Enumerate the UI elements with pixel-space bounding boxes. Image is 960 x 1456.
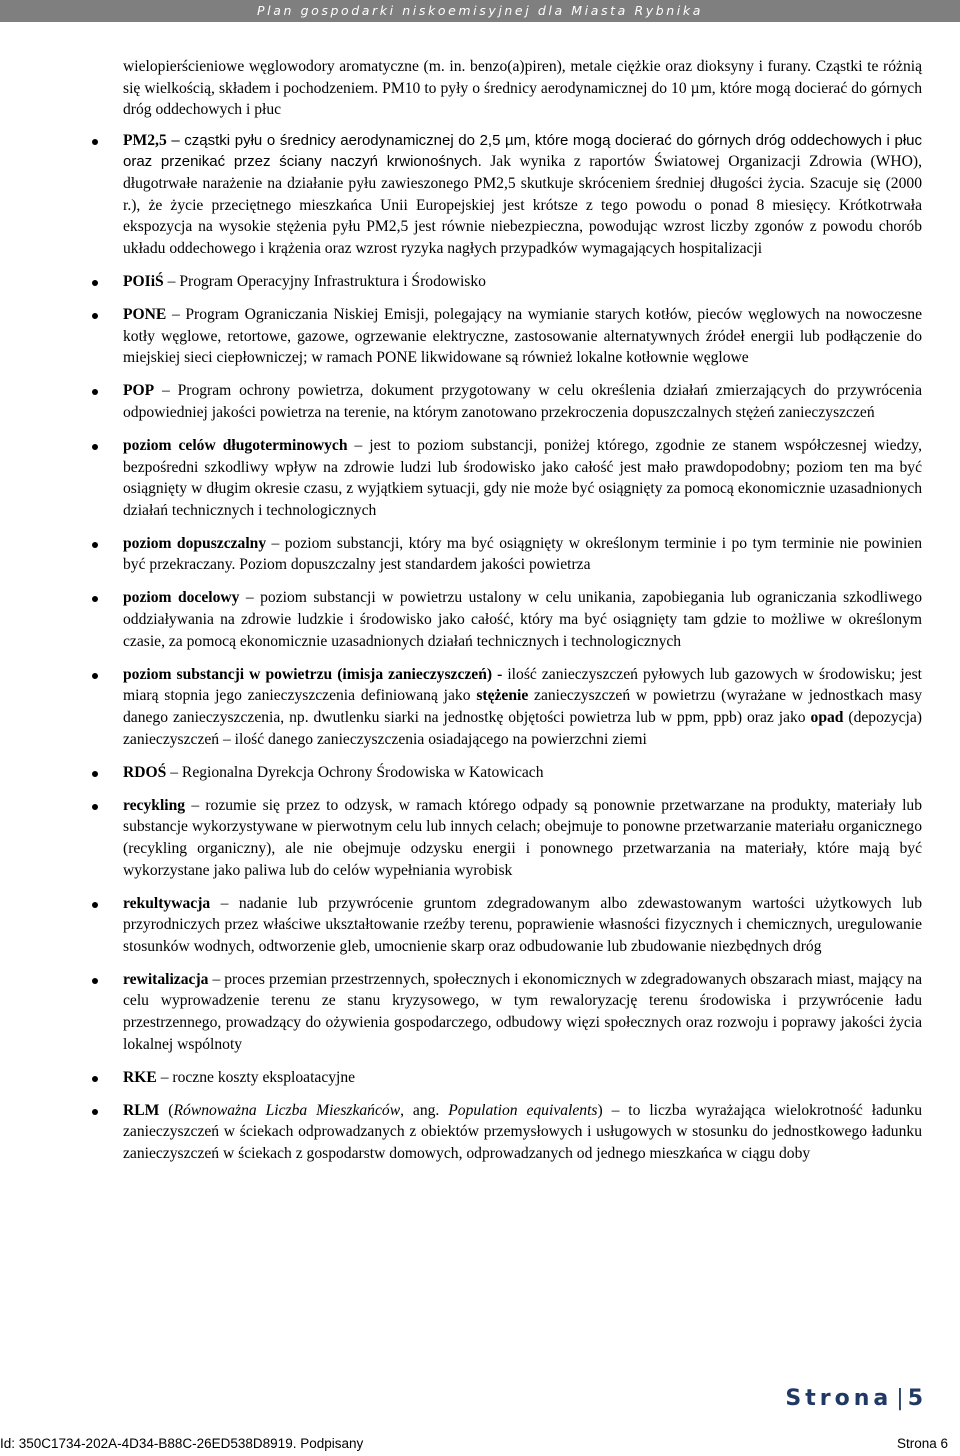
glossary-definition: zanieczyszczeń w powietrzu (wyrażane w jednostkach masy danego zanieczyszczenia, np. dwutlenku siarki na jednostkę objętości powietrza lub w ppm, ppb) oraz jako xyxy=(123,687,922,726)
glossary-entry xyxy=(123,1067,922,1089)
glossary-entry xyxy=(123,380,922,423)
glossary-text xyxy=(123,762,922,784)
glossary-definition: – Program Ograniczania Niskiej Emisji, polegający na wymianie starych kotłów, pieców węglowych na nowoczesne kotły węglowe, retortowe, gazowe, ogrzewanie elektryczne, zastosowanie alternatywnych źródeł energii lub podłączenie do miejskiej sieci ciepłowniczej; w ramach PONE likwidowane są również lokalne kotłownie węglowe xyxy=(123,305,922,367)
glossary-definition: – Program Operacyjny Infrastruktura i Środowisko xyxy=(163,272,486,290)
glossary-entry xyxy=(123,1100,922,1165)
glossary-entry xyxy=(123,795,922,881)
glossary-term: PM2,5 xyxy=(123,131,167,149)
glossary-definition: (depozycja) zanieczyszczeń – ilość danego zanieczyszczenia osiadającego na powierzchni ziemi xyxy=(123,708,922,748)
bullet-icon xyxy=(92,978,98,984)
glossary-definition: – nadanie lub przywrócenie gruntom zdegradowanym albo zdewastowanym wartości użytkowych lub przyrodniczych przez właściwe ukształtowanie rzeźby terenu, poprawienie własności fizycznych i chemicznych, uregulowanie stosunków wodnych, odtworzenie gleb, umocnienie skarp oraz odbudowanie lub zbudowanie niezbędnych dróg xyxy=(123,894,922,955)
glossary-term: poziom dopuszczalny xyxy=(123,534,267,552)
glossary-entry xyxy=(123,664,922,750)
bullet-icon xyxy=(92,139,98,145)
glossary-definition: Równoważna Liczba Mieszkańców xyxy=(173,1101,401,1119)
glossary-text xyxy=(123,271,922,293)
glossary-definition: Jak wynika z raportów Światowej Organizacji Zdrowia (WHO), długotrwałe narażenie na działanie pyłu zawieszonego PM2,5 skutkuje skróceniem średniej długości życia. Szacuje się (2000 r.), że życie przeciętnego mieszkańca Unii Europejskiej jest krótsze z tego powodu o ponad 8 miesięcy. Krótkotrwała ekspozycja na wysokie stężenia pyłu PM2,5 jest równie niebezpieczna, powodując wzrost liczby zgonów z powodu chorób układu oddechowego i krążenia oraz wzrost ryzyka nagłych przypadków wymagających hospitalizacji xyxy=(123,153,922,257)
bullet-icon xyxy=(92,804,98,810)
glossary-term: POP xyxy=(123,382,155,400)
glossary-entry xyxy=(123,587,922,652)
glossary-definition: ) – to liczba wyrażająca wielokrotność ładunku zanieczyszczeń w ściekach odprowadzanych z obiektów przemysłowych i usługowych w stosunku do jednostkowego ładunku zanieczyszczeń w ściekach z gospodarstw domowych, odprowadzanych od jednego mieszkańca w ciągu doby xyxy=(123,1101,922,1163)
glossary-entry xyxy=(123,969,922,1055)
intro-paragraph: wielopierścieniowe węglowodory aromatyczne (m. in. benzo(a)piren), metale ciężkie oraz dioksyny i furany. Cząstki te różnią się wielkością, składem i pochodzeniem. PM10 to pyły o średnicy aerodynamicznej do 10 µm, które mogą docierać do górnych dróg oddechowych i płuc xyxy=(123,58,922,119)
document-body xyxy=(123,56,922,1176)
glossary-term: poziom substancji w powietrzu (imisja zanieczyszczeń) - xyxy=(123,665,503,683)
glossary-definition: ilość zanieczyszczeń pyłowych lub gazowych w środowisku; jest miarą stopnia jego zanieczyszczenia definiowaną jako xyxy=(123,665,922,705)
glossary-entry xyxy=(123,533,922,576)
glossary-term: RDOŚ xyxy=(123,763,167,781)
glossary-definition: stężenie xyxy=(476,687,529,705)
glossary-term: poziom docelowy xyxy=(123,589,240,607)
glossary-definition: – rozumie się przez to odzysk, w ramach którego odpady są ponownie przetwarzane na produkty, materiały lub substancje wykorzystywane w pierwotnym celu lub innych celach; obejmuje to ponowne przetwarzanie materiału organicznego (recykling organiczny), ale nie obejmuje odzysku energii i ponownego przetwarzania na materiały, które mają być wykorzystane jako paliwa lub do celów wypełniania wyrobisk xyxy=(123,796,922,879)
glossary-definition: – poziom substancji w powietrzu ustalony w celu unikania, zapobiegania lub ograniczania szkodliwego oddziaływania na zdrowie ludzkie i środowisko jako całość, który ma być osiągnięty tam gdzie to możliwe w określonym czasie, za pomocą ekonomicznie uzasadnionych działań technicznych i technologicznych xyxy=(123,589,922,650)
glossary-term: POIiŚ xyxy=(123,272,164,290)
glossary-definition: – Regionalna Dyrekcja Ochrony Środowiska w Katowicach xyxy=(166,763,544,781)
glossary-list xyxy=(123,130,922,1165)
glossary-term: recykling xyxy=(123,796,186,814)
glossary-definition: ( xyxy=(159,1101,174,1119)
page-label-word: Strona xyxy=(785,1386,893,1411)
glossary-text xyxy=(123,130,922,260)
glossary-definition: , ang. xyxy=(400,1101,449,1119)
glossary-text xyxy=(123,1100,922,1165)
glossary-definition: – jest to poziom substancji, poniżej którego, zgodnie ze stanem współczesnej wiedzy, bezpośredni szkodliwy wpływ na zdrowie ludzi lub środowisko jako całość jest mało prawdopodobny; poziom ten ma być osiągnięty w długim okresie czasu, z wyjątkiem sytuacji, gdy nie może być osiągnięty za pomocą ekonomicznie uzasadnionych działań technicznych i technologicznych xyxy=(123,436,922,519)
glossary-entry xyxy=(123,762,922,784)
bullet-icon xyxy=(92,444,98,450)
bullet-icon xyxy=(92,542,98,548)
glossary-entry xyxy=(123,130,922,260)
bullet-icon xyxy=(92,771,98,777)
glossary-term: rewitalizacja xyxy=(123,970,209,988)
glossary-text xyxy=(123,893,922,958)
glossary-text xyxy=(123,304,922,369)
glossary-entry xyxy=(123,304,922,369)
glossary-text xyxy=(123,1067,922,1089)
glossary-definition: Population equivalents xyxy=(448,1101,598,1119)
bullet-icon xyxy=(92,1109,98,1115)
glossary-entry xyxy=(123,893,922,958)
glossary-text xyxy=(123,795,922,881)
bullet-icon xyxy=(92,1076,98,1082)
footer-page-number: Strona 6 xyxy=(896,1436,948,1451)
glossary-definition: – poziom substancji, który ma być osiągnięty w określonym terminie i po tym terminie nie powinien być przekraczany. Poziom dopuszczalny jest standardem jakości powietrza xyxy=(123,534,922,574)
glossary-text xyxy=(123,380,922,423)
bullet-icon xyxy=(92,596,98,602)
glossary-text xyxy=(123,435,922,521)
glossary-definition: – proces przemian przestrzennych, społecznych i ekonomicznych w zdegradowanych obszarach miast, mający na celu wyprowadzenie terenu ze stanu kryzysowego, w tym rewaloryzację terenu środowiska i przywrócenie ładu przestrzennego, prowadzący do ożywienia gospodarczego, odbudowy więzi społecznych oraz rozwoju i poprawy jakości życia lokalnej wspólnoty xyxy=(123,970,922,1053)
glossary-text xyxy=(123,587,922,652)
glossary-term: RLM xyxy=(123,1101,160,1119)
glossary-term: PONE xyxy=(123,305,167,323)
page-label-separator: | xyxy=(896,1386,904,1411)
glossary-term: rekultywacja xyxy=(123,894,211,912)
page-number-label xyxy=(785,1386,923,1411)
glossary-term: RKE xyxy=(123,1068,157,1086)
glossary-term: poziom celów długoterminowych xyxy=(123,436,348,454)
glossary-entry xyxy=(123,271,922,293)
bullet-icon xyxy=(92,902,98,908)
glossary-definition: – cząstki pyłu o średnicy aerodynamicznej do 2,5 µm, które mogą docierać do górnych dróg oddechowych i płuc oraz przenikać przez ściany naczyń krwionośnych. xyxy=(123,131,922,171)
glossary-entry xyxy=(123,435,922,521)
glossary-text xyxy=(123,533,922,576)
glossary-definition: – roczne koszty eksploatacyjne xyxy=(156,1068,356,1086)
bullet-icon xyxy=(92,313,98,319)
glossary-definition: – Program ochrony powietrza, dokument przygotowany w celu określenia działań zmierzających do przywrócenia odpowiedniej jakości powietrza na terenie, na którym zanotowano przekroczenia dopuszczalnych stężeń zanieczyszczeń xyxy=(123,382,922,421)
page-label-number: 5 xyxy=(907,1386,923,1411)
running-header: Plan gospodarki niskoemisyjnej dla Miasta Rybnika xyxy=(0,0,960,22)
bullet-icon xyxy=(92,389,98,395)
bullet-icon xyxy=(92,280,98,286)
glossary-definition: opad xyxy=(810,708,844,726)
bullet-icon xyxy=(92,673,98,679)
document-id-footer: Id: 350C1734-202A-4D34-B88C-26ED538D8919. Podpisany xyxy=(0,1436,364,1451)
glossary-text xyxy=(123,969,922,1055)
glossary-text xyxy=(123,664,922,750)
